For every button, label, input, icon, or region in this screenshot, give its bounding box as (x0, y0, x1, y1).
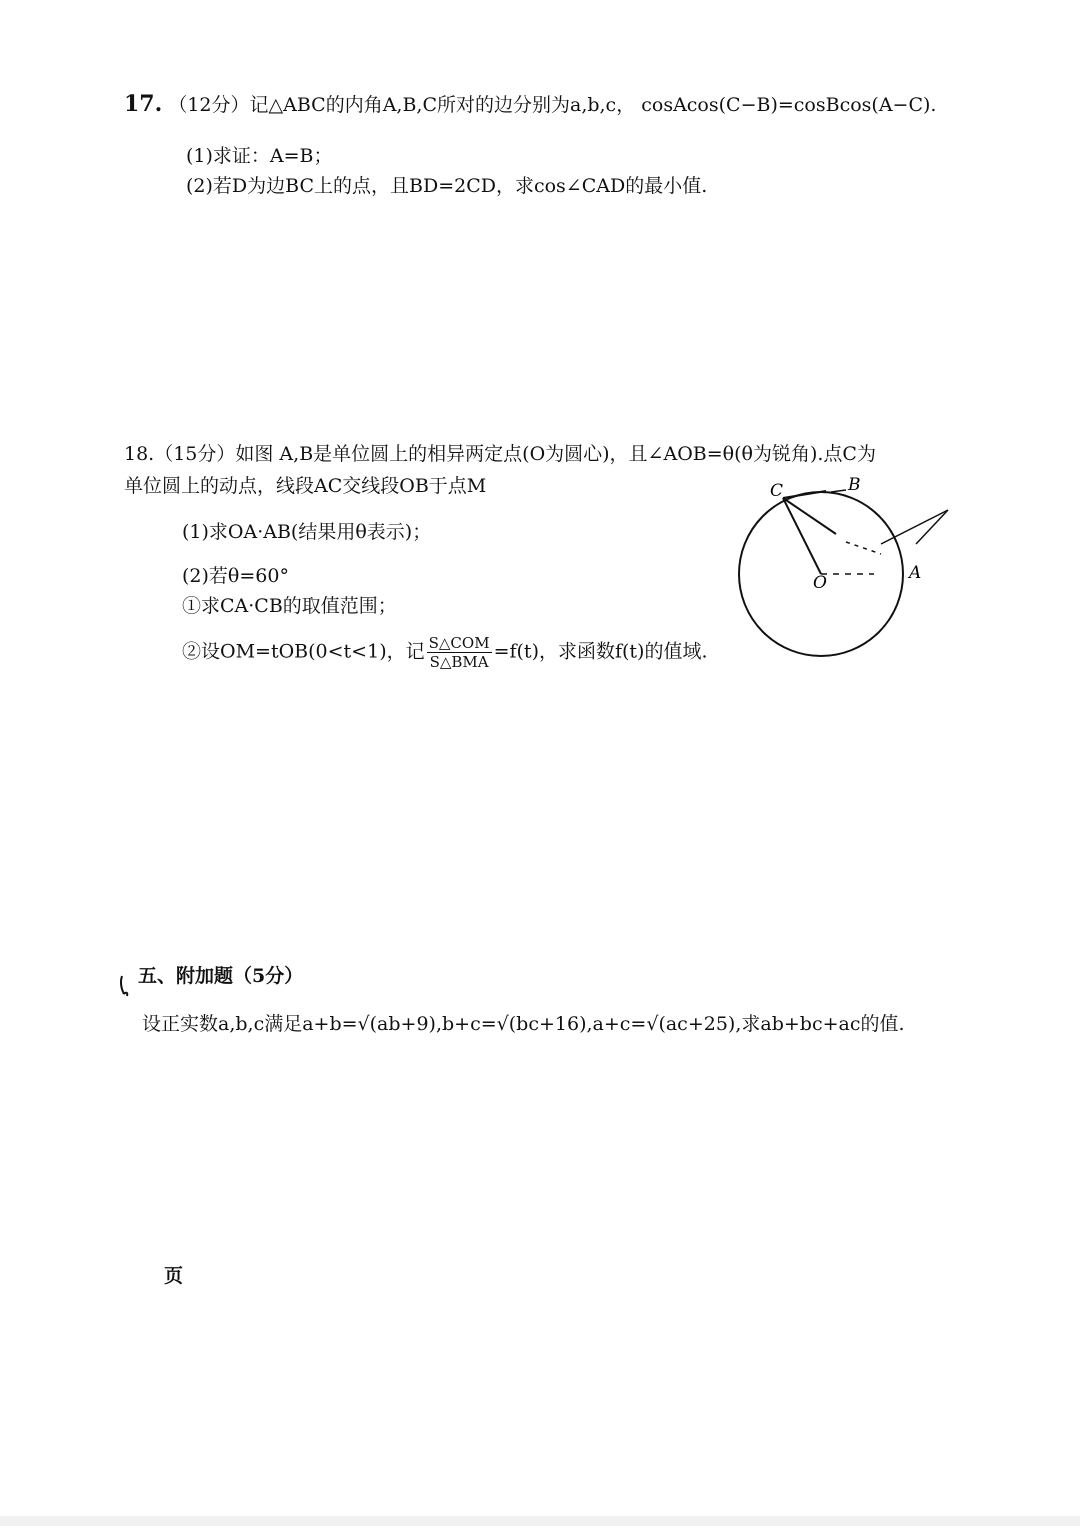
unit-circle-figure (736, 474, 958, 664)
arrow-stroke (881, 510, 948, 544)
arrow-stroke (916, 510, 948, 544)
bonus-text: 设正实数a,b,c满足a+b=√(ab+9),b+c=√(bc+16),a+c=√(ac+25),求ab+bc+ac的值. (142, 1013, 905, 1035)
pen-mark-icon (118, 974, 138, 1000)
q17-part2: (2)若D为边BC上的点，且BD=2CD，求cos∠CAD的最小值. (186, 175, 708, 197)
fraction-denominator: S△BMA (429, 653, 489, 671)
q18-part2-sub1: ①求CA·CB的取值范围； (182, 595, 397, 617)
area-ratio-fraction (427, 634, 492, 671)
q18-part1: (1)求OA·AB(结果用θ表示)； (182, 521, 432, 543)
q17-number: 17. (124, 91, 163, 117)
label-b: B (848, 475, 861, 495)
segment-oc (783, 498, 821, 574)
tick-mark (831, 490, 846, 492)
q18-part2-sub2 (182, 634, 708, 671)
fraction-numerator: S△COM (428, 634, 490, 652)
segment-cb (783, 491, 826, 498)
q18-stem-line1: 18.（15分）如图 A,B是单位圆上的相异两定点(O为圆心)，且∠AOB=θ(θ为锐角).点C为 (124, 443, 876, 465)
q18-sub2-prefix: ②设OM=tOB(0<t<1)，记 (182, 640, 425, 663)
q18-sub2-suffix: =f(t)，求函数f(t)的值域. (493, 640, 708, 663)
label-a: A (909, 563, 922, 583)
page-bottom-edge (0, 1516, 1080, 1526)
q18-stem-line2: 单位圆上的动点，线段AC交线段OB于点M (124, 475, 487, 497)
q18-part2: (2)若θ=60° (182, 565, 289, 587)
label-c: C (770, 481, 784, 501)
q17-part1: (1)求证：A=B； (186, 145, 333, 167)
q17-stem-line (124, 90, 936, 119)
segment-ob-dashed (846, 542, 881, 554)
bonus-title: 五、附加题（5分） (138, 965, 304, 987)
label-o: O (813, 573, 827, 593)
q17-stem: （12分）记△ABC的内角A,B,C所对的边分别为a,b,c， cosAcos(C−B)=cosBcos(A−C). (168, 94, 937, 116)
page-label: 页 (164, 1265, 184, 1287)
